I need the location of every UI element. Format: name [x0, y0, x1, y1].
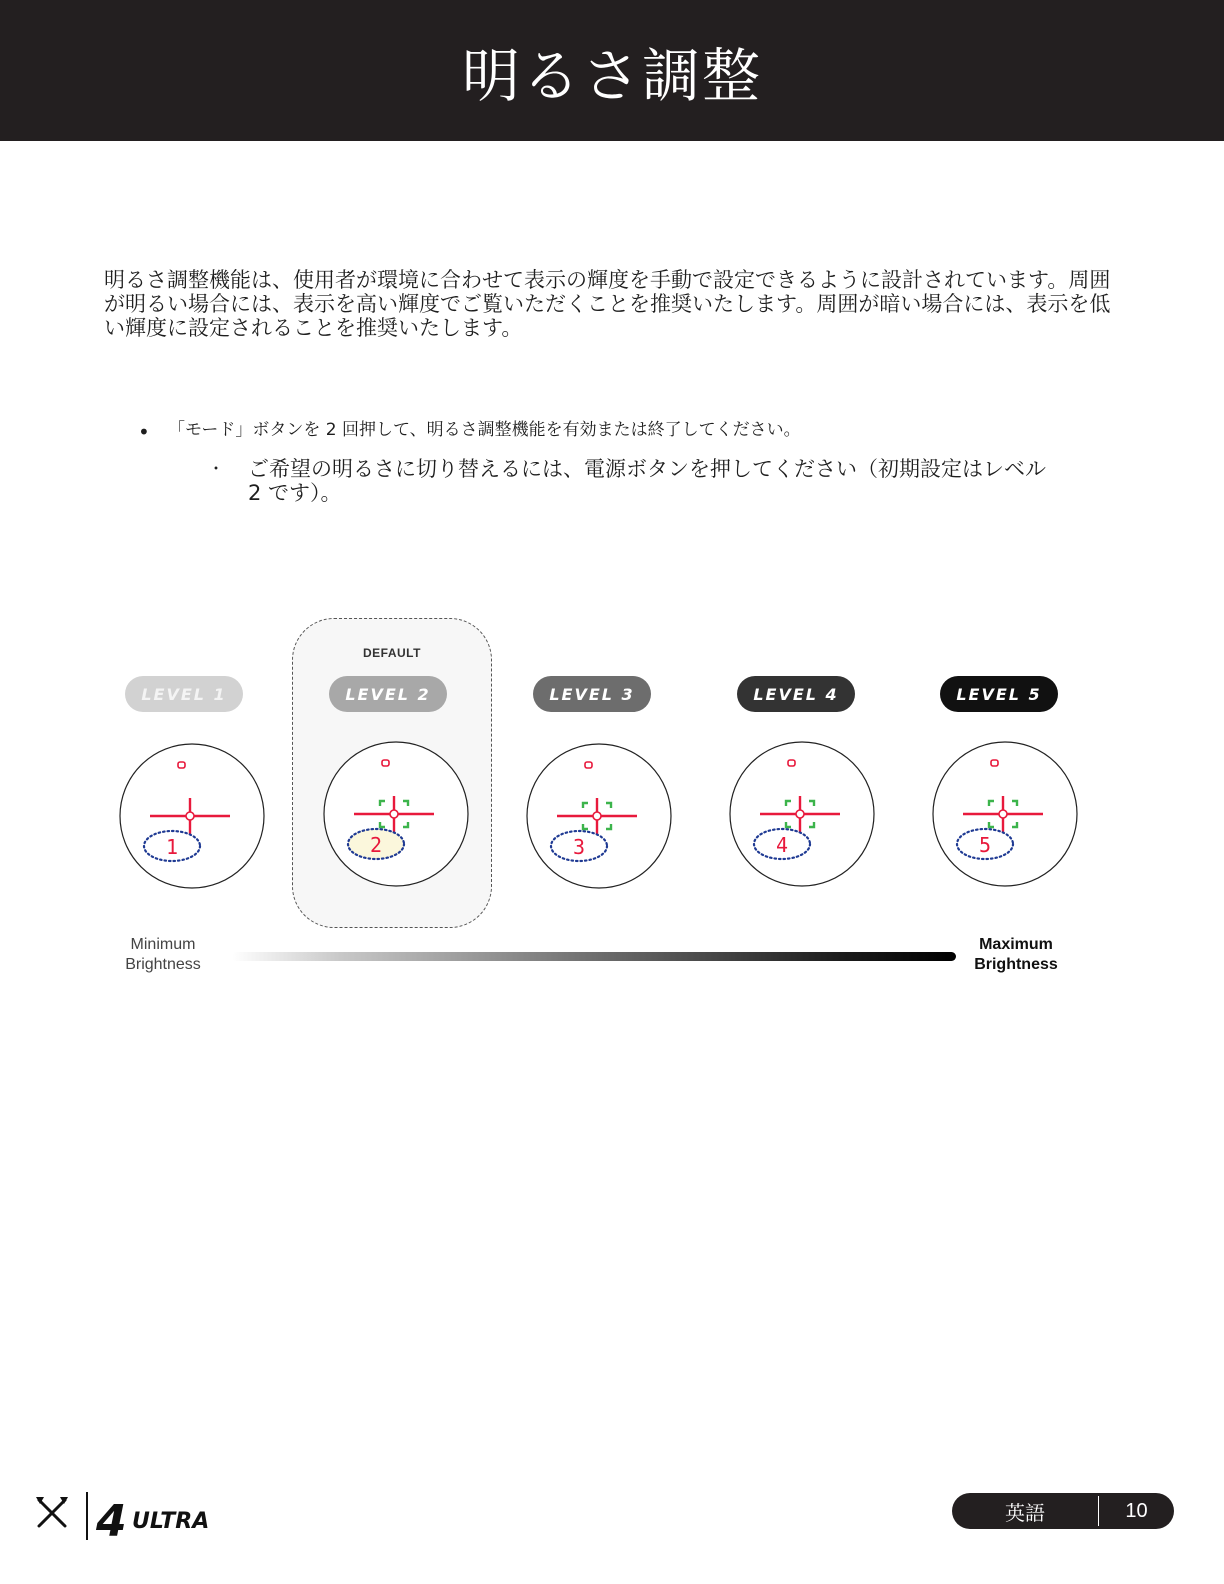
crosshair-center	[796, 810, 804, 818]
brand-logo	[34, 1488, 234, 1544]
footer-page-number: 10	[1125, 1499, 1148, 1522]
instruction-step-2	[208, 457, 1068, 505]
default-label: DEFAULT	[363, 646, 421, 660]
crosshair-center	[593, 812, 601, 820]
footer-language: 英語	[1005, 1500, 1045, 1525]
level-5-reticle-view	[929, 738, 1081, 890]
brightness-gradient-bar	[232, 952, 956, 961]
brightness-label-line: Maximum	[979, 936, 1053, 953]
crosshair-center	[390, 810, 398, 818]
level-4-pill: LEVEL 4	[737, 676, 855, 712]
level-2-pill: LEVEL 2	[329, 676, 447, 712]
level-2-reticle-view	[320, 738, 472, 890]
crosshair-center	[186, 812, 194, 820]
maximum-brightness-label	[956, 935, 1076, 975]
page-title: 明るさ調整	[461, 41, 762, 110]
crossed-tools-icon	[36, 1497, 68, 1526]
level-1-pill: LEVEL 1	[125, 676, 243, 712]
level-digit: 5	[978, 833, 992, 857]
level-3-reticle-view	[523, 740, 675, 892]
bullet-dot: •	[138, 420, 150, 444]
logo-wordmark: ULTRA	[132, 1509, 210, 1534]
page-header	[0, 0, 1224, 141]
level-digit: 4	[775, 833, 789, 857]
logo-number: 4	[96, 1496, 127, 1544]
level-digit: 2	[369, 833, 383, 857]
level-3-pill: LEVEL 3	[533, 676, 651, 712]
crosshair-center	[999, 810, 1007, 818]
level-digit: 1	[165, 835, 179, 859]
level-5-pill: LEVEL 5	[940, 676, 1058, 712]
brightness-label-line: Brightness	[125, 956, 201, 973]
instruction-step-2-text: ご希望の明るさに切り替えるには、電源ボタンを押してください（初期設定はレベル 2 です）。	[248, 457, 1046, 505]
level-digit: 3	[572, 835, 586, 859]
level-4-reticle-view	[726, 738, 878, 890]
instruction-step-1-text: 「モード」ボタンを 2 回押して、明るさ調整機能を有効または終了してください。	[168, 420, 801, 440]
level-1-reticle-view	[116, 740, 268, 892]
brightness-label-line: Brightness	[974, 956, 1058, 973]
brightness-label-line: Minimum	[130, 936, 196, 953]
intro-paragraph: 明るさ調整機能は、使用者が環境に合わせて表示の輝度を手動で設定できるように設計されています。周囲が明るい場合には、表示を高い輝度でご覧いただくことを推奨いたします。周囲が暗い場合には、表示を低い輝度に設定されることを推奨いたします。	[104, 268, 1111, 340]
minimum-brightness-label	[108, 935, 218, 975]
footer-page-badge	[952, 1493, 1174, 1529]
instruction-step-1	[138, 418, 1088, 446]
sub-bullet-dot: ・	[208, 459, 225, 478]
